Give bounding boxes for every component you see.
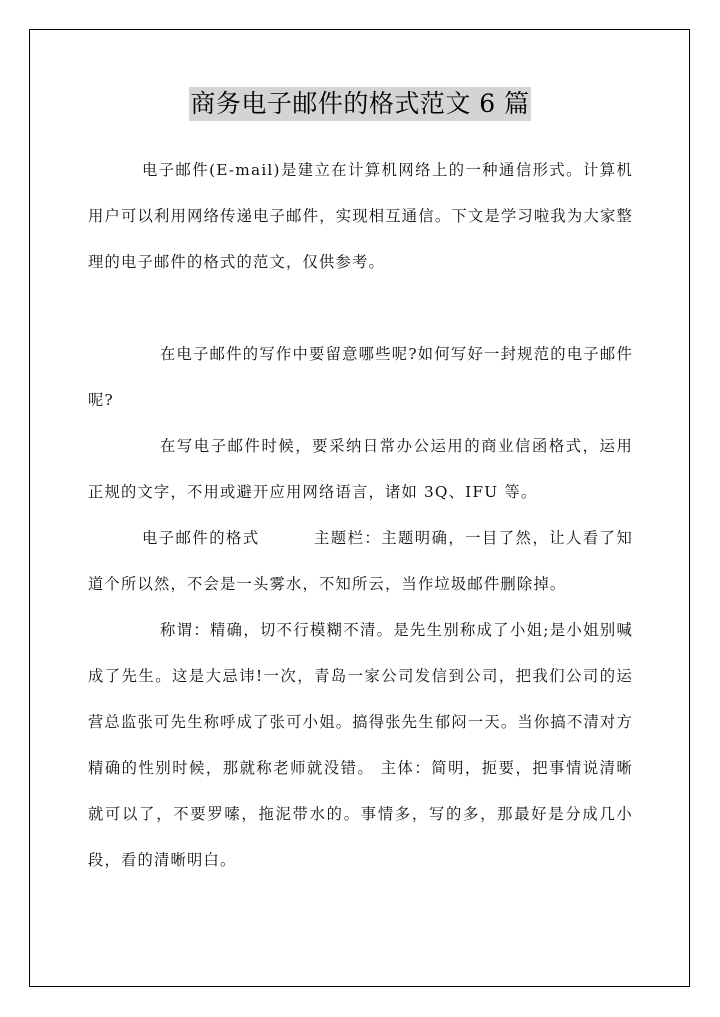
intro-paragraph: 电子邮件(E-mail)是建立在计算机网络上的一种通信形式。计算机用户可以利用网络传递电子邮件，实现相互通信。下文是学习啦我为大家整理的电子邮件的格式的范文，仅供参考。 [88,161,633,271]
salutation-body-paragraph: 称谓：精确，切不行模糊不清。是先生别称成了小姐;是小姐别喊成了先生。这是大忌讳!一次，青岛一家公司发信到公司，把我们公司的运营总监张可先生称呼成了张可小姐。搞得张先生郁闷一天。当你搞不清对方精确的性别时候，那就称老师就没错。 主体：简明，扼要，把事情说清晰就可以了，不要罗嗦，拖泥带水的。事情多，写的多，那最好是分成几小段，看的清晰明白。 [88,621,633,869]
format-section-paragraph [88,515,633,607]
title-container [0,87,720,121]
format-advice-paragraph: 在写电子邮件时候，要采纳日常办公运用的商业信函格式，运用正规的文字，不用或避开应用网络语言，诸如 3Q、IFU 等。 [88,437,633,501]
format-section-heading: 电子邮件的格式 [142,529,260,547]
document-title: 商务电子邮件的格式范文 6 篇 [189,87,530,121]
question-paragraph: 在电子邮件的写作中要留意哪些呢?如何写好一封规范的电子邮件呢? [88,345,633,409]
subject-line-text: 主题栏：主题明确，一目了然，让人看了知道个所以然，不会是一头雾水，不知所云，当作垃圾邮件删除掉。 [88,529,633,593]
